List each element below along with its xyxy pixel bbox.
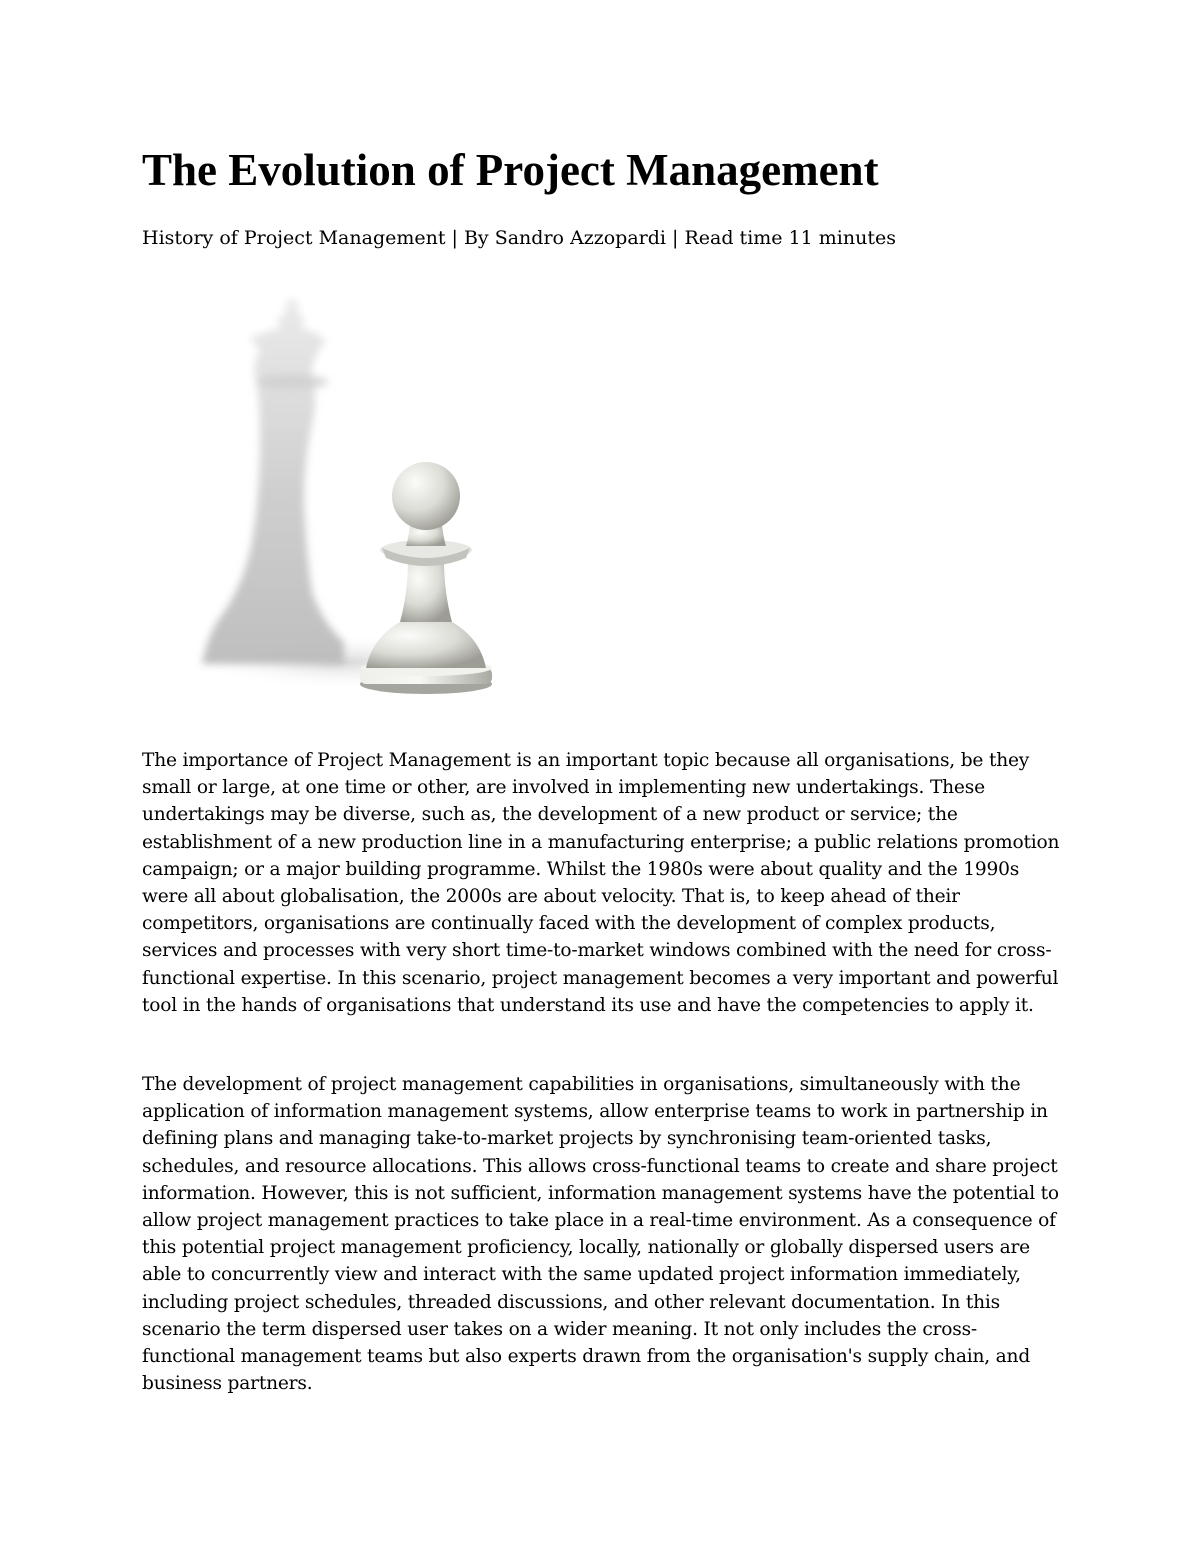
chess-figure-image xyxy=(194,292,514,702)
pawn-icon xyxy=(360,462,492,694)
document-title: The Evolution of Project Management xyxy=(142,145,879,195)
queen-shadow-icon xyxy=(202,300,344,664)
byline: History of Project Management | By Sandro Azzopardi | Read time 11 minutes xyxy=(142,227,896,249)
body-paragraph: The development of project management capabilities in organisations, simultaneously with the application of information management systems, allow enterprise teams to work in partnership in defining plans and managing take-to-market projects by synchronising team-oriented tasks, schedules, and resource allocations. This allows cross-functional teams to create and share project information. However, this is not sufficient, information management systems have the potential to allow project management practices to take place in a real-time environment. As a consequence of this potential project management proficiency, locally, nationally or globally dispersed users are able to concurrently view and interact with the same updated project information immediately, including project schedules, threaded discussions, and other relevant documentation. In this scenario the term dispersed user takes on a wider meaning. It not only includes the cross-functional management teams but also experts drawn from the organisation's supply chain, and business partners. xyxy=(142,1074,1059,1395)
chess-pawn-queen-shadow-illustration xyxy=(194,292,514,702)
body-paragraph: The importance of Project Management is an important topic because all organisations, be they small or large, at one time or other, are involved in implementing new undertakings. These undertakings may be diverse, such as, the development of a new product or service; the establishment of a new production line in a manufacturing enterprise; a public relations promotion campaign; or a major building programme. Whilst the 1980s were about quality and the 1990s were all about globalisation, the 2000s are about velocity. That is, to keep ahead of their competitors, organisations are continually faced with the development of complex products, services and processes with very short time-to-market windows combined with the need for cross-functional expertise. In this scenario, project management becomes a very important and powerful tool in the hands of organisations that understand its use and have the competencies to apply it. xyxy=(142,750,1060,1016)
